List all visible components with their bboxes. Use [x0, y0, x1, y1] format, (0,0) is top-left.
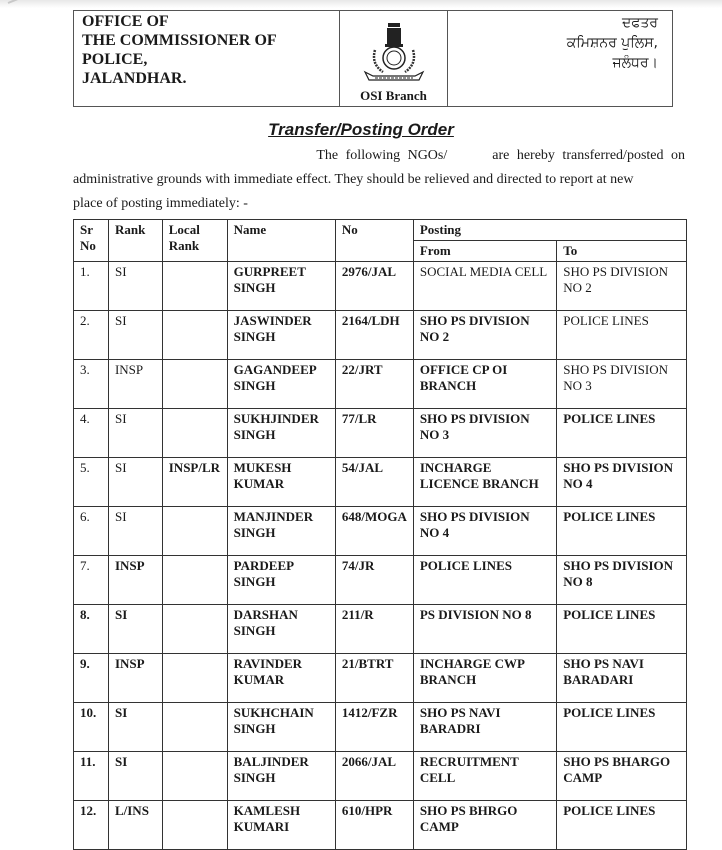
cell-rank: SI — [108, 458, 162, 507]
table-row — [74, 605, 687, 654]
intro-line-1: The following NGOs/ are hereby transferred/posted on — [316, 148, 685, 163]
cell-from: OFFICE CP OI BRANCH — [413, 360, 556, 409]
cell-local-rank — [162, 507, 227, 556]
cell-name: MANJINDER SINGH — [227, 507, 335, 556]
punjabi-line: ਦਫਤਰ — [621, 15, 658, 31]
cell-to: SHO PS BHARGO CAMP — [557, 752, 687, 801]
cell-name: BALJINDER SINGH — [227, 752, 335, 801]
punjabi-line: ਜਲੰਧਰ। — [612, 55, 658, 71]
cell-to: SHO PS NAVI BARADARI — [557, 654, 687, 703]
cell-no: 1412/FZR — [335, 703, 413, 752]
cell-local-rank — [162, 752, 227, 801]
cell-local-rank — [162, 556, 227, 605]
transfer-table — [73, 219, 687, 850]
intro-line-3: place of posting immediately: - — [73, 196, 248, 211]
cell-from: PS DIVISION NO 8 — [413, 605, 556, 654]
cell-sr: 10. — [74, 703, 109, 752]
cell-from: SHO PS DIVISION NO 2 — [413, 311, 556, 360]
office-line: THE COMMISSIONER OF POLICE, — [82, 32, 277, 68]
col-rank: Rank — [108, 220, 162, 262]
cell-sr: 7. — [74, 556, 109, 605]
cell-no: 610/HPR — [335, 801, 413, 850]
cell-from: SHO PS NAVI BARADRI — [413, 703, 556, 752]
cell-from: POLICE LINES — [413, 556, 556, 605]
cell-name: JASWINDER SINGH — [227, 311, 335, 360]
cell-to: SHO PS DIVISION NO 4 — [557, 458, 687, 507]
table-row — [74, 801, 687, 850]
col-from: From — [413, 241, 556, 262]
cell-no: 54/JAL — [335, 458, 413, 507]
table-row — [74, 654, 687, 703]
cell-local-rank — [162, 703, 227, 752]
cell-local-rank — [162, 605, 227, 654]
col-posting: Posting — [413, 220, 686, 241]
cell-to: POLICE LINES — [557, 605, 687, 654]
emblem-block — [340, 11, 448, 106]
cell-name: DARSHAN SINGH — [227, 605, 335, 654]
col-sr-no: Sr No — [74, 220, 109, 262]
cell-rank: SI — [108, 311, 162, 360]
cell-no: 648/MOGA — [335, 507, 413, 556]
office-address-english — [74, 11, 340, 106]
cell-to: POLICE LINES — [557, 409, 687, 458]
table-row — [74, 360, 687, 409]
col-local-rank: Local Rank — [162, 220, 227, 262]
cell-name: GURPREET SINGH — [227, 262, 335, 311]
cell-no: 2066/JAL — [335, 752, 413, 801]
cell-rank: INSP — [108, 360, 162, 409]
cell-sr: 9. — [74, 654, 109, 703]
cell-no: 211/R — [335, 605, 413, 654]
cell-rank: L/INS — [108, 801, 162, 850]
cell-no: 22/JRT — [335, 360, 413, 409]
cell-from: SHO PS DIVISION NO 4 — [413, 507, 556, 556]
office-line: OFFICE OF — [82, 13, 169, 30]
cell-to: SHO PS DIVISION NO 8 — [557, 556, 687, 605]
table-row — [74, 458, 687, 507]
cell-to: SHO PS DIVISION NO 3 — [557, 360, 687, 409]
punjab-police-emblem-icon — [359, 20, 429, 86]
cell-no: 77/LR — [335, 409, 413, 458]
cell-from: SHO PS BHRGO CAMP — [413, 801, 556, 850]
cell-sr: 4. — [74, 409, 109, 458]
table-row — [74, 752, 687, 801]
col-to: To — [557, 241, 687, 262]
cell-from: INCHARGE CWP BRANCH — [413, 654, 556, 703]
cell-to: POLICE LINES — [557, 311, 687, 360]
cell-sr: 11. — [74, 752, 109, 801]
cell-rank: SI — [108, 752, 162, 801]
cell-name: SUKHCHAIN SINGH — [227, 703, 335, 752]
cell-sr: 8. — [74, 605, 109, 654]
table-row — [74, 703, 687, 752]
cell-name: GAGANDEEP SINGH — [227, 360, 335, 409]
cell-from: INCHARGE LICENCE BRANCH — [413, 458, 556, 507]
cell-sr: 3. — [74, 360, 109, 409]
table-row — [74, 507, 687, 556]
col-no: No — [335, 220, 413, 262]
document-title: Transfer/Posting Order — [268, 120, 454, 139]
cell-local-rank — [162, 654, 227, 703]
cell-from: RECRUITMENT CELL — [413, 752, 556, 801]
punjabi-line: ਕਮਿਸ਼ਨਰ ਪੁਲਿਸ, — [566, 35, 658, 51]
cell-local-rank — [162, 360, 227, 409]
cell-no: 74/JR — [335, 556, 413, 605]
branch-label: OSI Branch — [360, 88, 427, 103]
cell-to: POLICE LINES — [557, 703, 687, 752]
cell-rank: SI — [108, 409, 162, 458]
cell-from: SOCIAL MEDIA CELL — [413, 262, 556, 311]
cell-sr: 1. — [74, 262, 109, 311]
cell-name: SUKHJINDER SINGH — [227, 409, 335, 458]
cell-no: 2164/LDH — [335, 311, 413, 360]
cell-rank: SI — [108, 703, 162, 752]
cell-sr: 5. — [74, 458, 109, 507]
table-row — [74, 262, 687, 311]
office-line: JALANDHAR. — [82, 70, 187, 87]
table-row — [74, 409, 687, 458]
letterhead — [73, 10, 673, 107]
cell-name: PARDEEP SINGH — [227, 556, 335, 605]
office-address-punjabi — [448, 11, 672, 106]
cell-to: POLICE LINES — [557, 801, 687, 850]
page-top-shadow — [0, 0, 722, 8]
cell-name: MUKESH KUMAR — [227, 458, 335, 507]
cell-sr: 12. — [74, 801, 109, 850]
cell-rank: SI — [108, 605, 162, 654]
cell-sr: 6. — [74, 507, 109, 556]
cell-rank: SI — [108, 507, 162, 556]
cell-to: SHO PS DIVISION NO 2 — [557, 262, 687, 311]
cell-to: POLICE LINES — [557, 507, 687, 556]
cell-rank: INSP — [108, 654, 162, 703]
cell-no: 21/BTRT — [335, 654, 413, 703]
intro-line-2: administrative grounds with immediate effect. They should be relieved and directed to report at new — [73, 172, 634, 187]
cell-rank: INSP — [108, 556, 162, 605]
cell-sr: 2. — [74, 311, 109, 360]
cell-local-rank — [162, 311, 227, 360]
cell-rank: SI — [108, 262, 162, 311]
cell-from: SHO PS DIVISION NO 3 — [413, 409, 556, 458]
cell-local-rank — [162, 801, 227, 850]
cell-name: RAVINDER KUMAR — [227, 654, 335, 703]
cell-local-rank — [162, 409, 227, 458]
col-name: Name — [227, 220, 335, 262]
cell-local-rank: INSP/LR — [162, 458, 227, 507]
table-row — [74, 556, 687, 605]
cell-local-rank — [162, 262, 227, 311]
cell-name: KAMLESH KUMARI — [227, 801, 335, 850]
table-row — [74, 311, 687, 360]
cell-no: 2976/JAL — [335, 262, 413, 311]
